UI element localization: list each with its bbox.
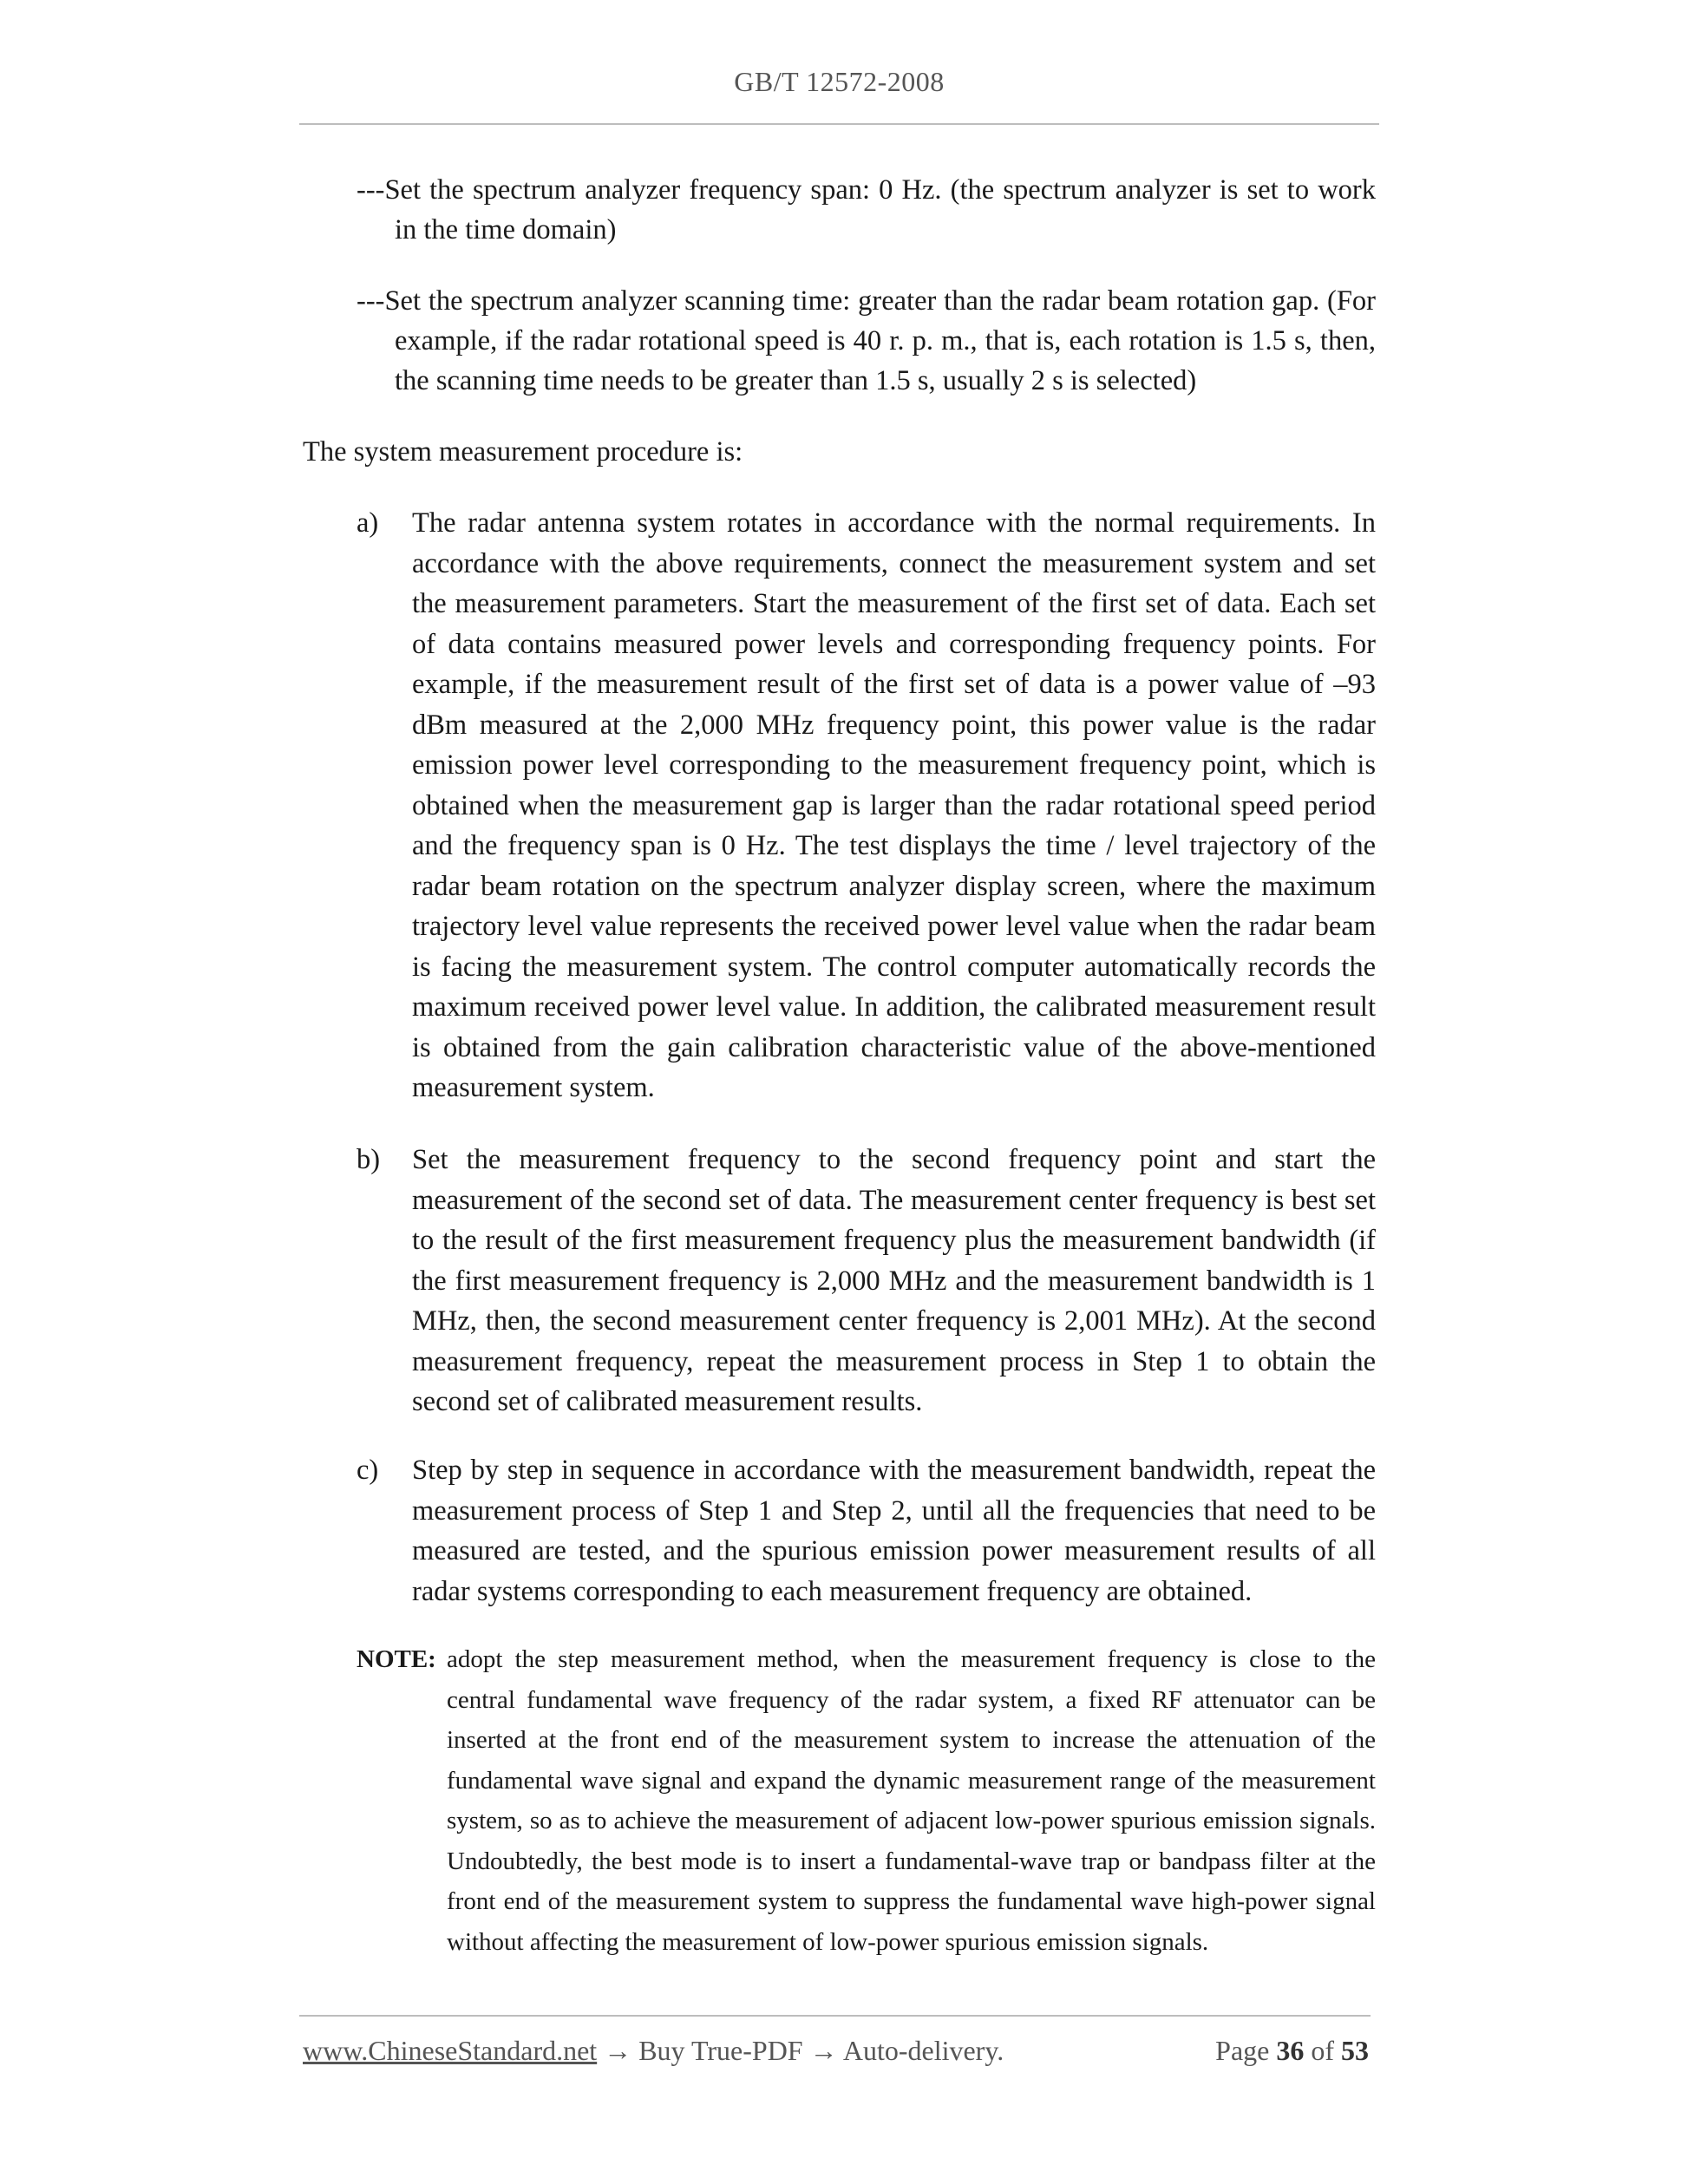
header-divider bbox=[299, 123, 1379, 125]
step-c-text: Step by step in sequence in accordance with the measurement bandwidth, repeat the measurement process of Step 1 and Step 2, until all the frequencies that need to be measured are tested, and the spurious emission power measurement results of all radar systems corresponding to each measurement frequency are obtained. bbox=[412, 1455, 1376, 1607]
setting-frequency-span: ---Set the spectrum analyzer frequency span: 0 Hz. (the spectrum analyzer is set to work in the time domain) bbox=[357, 174, 1376, 245]
page-current: 36 bbox=[1276, 2035, 1305, 2066]
step-a-marker: a) bbox=[357, 507, 379, 539]
step-b-text: Set the measurement frequency to the second frequency point and start the measurement of the second set of data. The measurement center frequency is best set to the result of the first measurement frequency plus the measurement bandwidth (if the first measurement frequency is 2,000 MHz and the measurement bandwidth is 1 MHz, then, the second measurement center frequency is 2,001 MHz). At the second measurement frequency, repeat the measurement process in Step 1 to obtain the second set of calibrated measurement results. bbox=[412, 1144, 1376, 1417]
step-a-text: The radar antenna system rotates in accordance with the normal requirements. In accordance with the above requirements, connect the measurement system and set the measurement parameters. Start the measurement of the first set of data. Each set of data contains measured power levels and corresponding frequency points. For example, if the measurement result of the first set of data is a power value of –93 dBm measured at the 2,000 MHz frequency point, this power value is the radar emission power level corresponding to the measurement frequency point, which is obtained when the measurement gap is larger than the radar rotational speed period and the frequency span is 0 Hz. The test displays the time / level trajectory of the radar beam rotation on the spectrum analyzer display screen, where the maximum trajectory level value represents the received power level value when the radar beam is facing the measurement system. The control computer automatically records the maximum received power level value. In addition, the calibrated measurement result is obtained from the gain calibration characteristic value of the above-mentioned measurement system. bbox=[412, 507, 1376, 1103]
footer-promo bbox=[303, 2035, 1004, 2067]
note-label: NOTE: bbox=[357, 1645, 436, 1673]
page-total: 53 bbox=[1341, 2035, 1369, 2066]
procedure-intro: The system measurement procedure is: bbox=[303, 436, 743, 468]
of-label: of bbox=[1311, 2035, 1334, 2066]
step-c-marker: c) bbox=[357, 1455, 379, 1486]
note-text: adopt the step measurement method, when the measurement frequency is close to the central fundamental wave frequency of the radar system, a fixed RF attenuator can be inserted at the front end of the measurement system to increase the attenuation of the fundamental wave signal and expand the dynamic measurement range of the measurement system, so as to achieve the measurement of adjacent low-power spurious emission signals. Undoubtedly, the best mode is to insert a fundamental-wave trap or bandpass filter at the front end of the measurement system to suppress the fundamental wave high-power signal without affecting the measurement of low-power spurious emission signals. bbox=[447, 1645, 1376, 1956]
site-link[interactable]: www.ChineseStandard.net bbox=[303, 2035, 598, 2066]
buy-true-pdf-text: Buy True-PDF bbox=[638, 2035, 803, 2066]
arrow-right-icon: → bbox=[809, 2035, 838, 2066]
auto-delivery-text: Auto-delivery. bbox=[842, 2035, 1004, 2066]
page-indicator bbox=[1128, 2035, 1369, 2067]
document-id-header: GB/T 12572-2008 bbox=[734, 66, 945, 97]
footer-divider bbox=[299, 2015, 1371, 2017]
arrow-right-icon: → bbox=[604, 2035, 632, 2066]
page-label: Page bbox=[1215, 2035, 1270, 2066]
setting-scanning-time: ---Set the spectrum analyzer scanning time: greater than the radar beam rotation gap. (For example, if the radar rotational speed is 40 r. p. m., that is, each rotation is 1.5 s, then, the scanning time needs to be greater than 1.5 s, usually 2 s is selected) bbox=[357, 285, 1376, 396]
step-b-marker: b) bbox=[357, 1144, 381, 1175]
